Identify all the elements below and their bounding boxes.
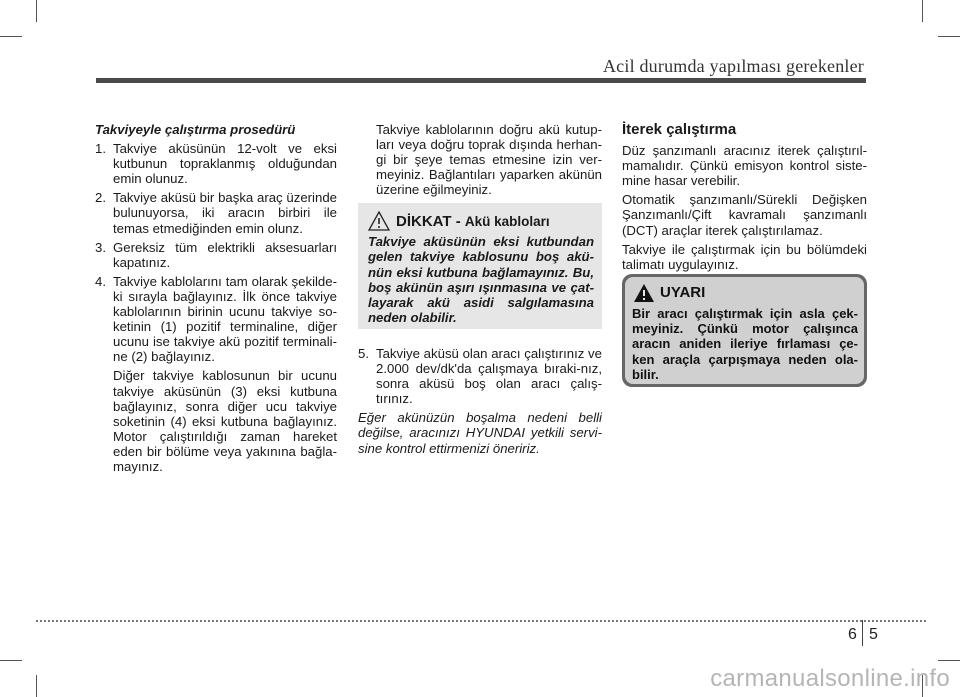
push-start-para-3: Takviye ile çalıştırmak için bu bölümdeki talimatı uygulayınız.	[622, 241, 867, 272]
caution-body: Takviye aküsünün eksi kutbundan gelen takviye kablosunu boş akü-nün eksi kutbuna bağlamayınız. Bu, boş akünün aşırı ışınmasına ve çat-layarak akü asidi salgılamasına neden olabilir.	[368, 234, 594, 326]
header-rule	[96, 78, 866, 83]
crop-mark	[0, 660, 22, 661]
watermark: carmanualsonline.info	[710, 665, 950, 692]
page-number: 5	[869, 626, 878, 643]
step-number: 1.	[95, 141, 106, 157]
caution-subject: Akü kabloları	[464, 214, 550, 229]
crop-mark	[36, 675, 37, 697]
caution-label: DİKKAT -	[396, 213, 465, 230]
warning-triangle-icon	[633, 283, 655, 303]
step-number: 5.	[358, 346, 369, 361]
list-item	[358, 346, 602, 406]
push-start-para-2: Otomatik şanzımanlı/Sürekli Değişken Şanzımanlı/Çift kavramalı şanzımanlı (DCT) araçlar iterek çalıştırılamaz.	[622, 192, 867, 238]
step-number: 3.	[95, 239, 106, 255]
step-number: 2.	[95, 190, 106, 206]
step-text: Takviye aküsünün 12-volt ve eksi kutbunun topraklanmış olduğundan emin olunuz.	[113, 141, 337, 187]
page-number-separator	[862, 620, 863, 646]
crop-mark	[922, 0, 923, 22]
service-note: Eğer akünüzün boşalma nedeni belli değilse, aracınızı HYUNDAI yetkili servi-sine kontrol ettirmenizi öneririz.	[358, 410, 602, 456]
list-item	[95, 274, 337, 365]
step-continuation: Diğer takviye kablosunun bir ucunu takviye aküsünün (3) eksi kutbuna bağlayınız, sonra diğer ucu takviye soketinin (4) eksi kutbuna bağlayınız. Motor çalıştırıldığı zaman hareket eden bir bölüme veya yakınına bağla-mayınız.	[113, 368, 337, 474]
push-start-title: İterek çalıştırma	[622, 121, 737, 138]
caution-title	[396, 213, 550, 230]
step-text: Takviye aküsü olan aracı çalıştırınız ve 2.000 dev/dk'da çalışmaya bıraki-nız, sonra aküsü boş olan aracı çalış-tırınız.	[376, 346, 602, 407]
connection-warning-text: Takviye kablolarının doğru akü kutup-ları veya doğru toprak dışında herhan-gi bir şeye temas etmesine izin ver-meyiniz. Bağlantıları yaparken akünün üzerine eğilmeyiniz.	[376, 122, 602, 198]
step-text: Takviye kablolarını tam olarak şekilde-ki sırayla bağlayınız. İlk önce takviye kablolarının birinin ucunu takviye so-ketinin (1) pozitif terminaline, diğer ucunu ise takviye akü pozitif terminali-ne (2) bağlayınız.	[113, 273, 337, 365]
right-column	[622, 122, 867, 272]
crop-mark	[36, 0, 37, 22]
caution-box	[358, 203, 602, 329]
footer-dotted-rule	[36, 620, 926, 622]
crop-mark	[938, 660, 960, 661]
step-number: 4.	[95, 273, 106, 289]
warning-title: UYARI	[660, 284, 706, 301]
list-item	[95, 141, 337, 186]
push-start-para-1: Düz şanzımanlı aracınız iterek çalıştırıl-mamalıdır. Çünkü emisyon kontrol siste-mine hasar verebilir.	[622, 143, 867, 189]
chapter-number: 6	[848, 626, 857, 643]
crop-mark	[938, 36, 960, 37]
middle-column-lower	[358, 346, 602, 456]
warning-box	[622, 274, 867, 387]
section-header-title: Acil durumda yapılması gerekenler	[602, 56, 864, 76]
list-item	[95, 240, 337, 270]
list-item	[95, 190, 337, 235]
left-column	[95, 122, 337, 474]
crop-mark	[0, 36, 22, 37]
procedure-heading: Takviyeyle çalıştırma prosedürü	[95, 122, 296, 137]
warning-body: Bir aracı çalıştırmak için asla çek-meyiniz. Çünkü motor çalışınca aracın aniden ileriye fırlaması çe-ken araçla çarpışmaya neden ola-bilir.	[632, 306, 858, 382]
warning-triangle-icon	[368, 211, 390, 231]
step-text: Takviye aküsü bir başka araç üzerinde bulunuyorsa, iki aracın birbiri ile temas etmediğinden emin olunz.	[113, 190, 337, 236]
middle-column-intro	[358, 122, 602, 197]
step-text: Gereksiz tüm elektrikli aksesuarları kapatınız.	[113, 239, 337, 270]
